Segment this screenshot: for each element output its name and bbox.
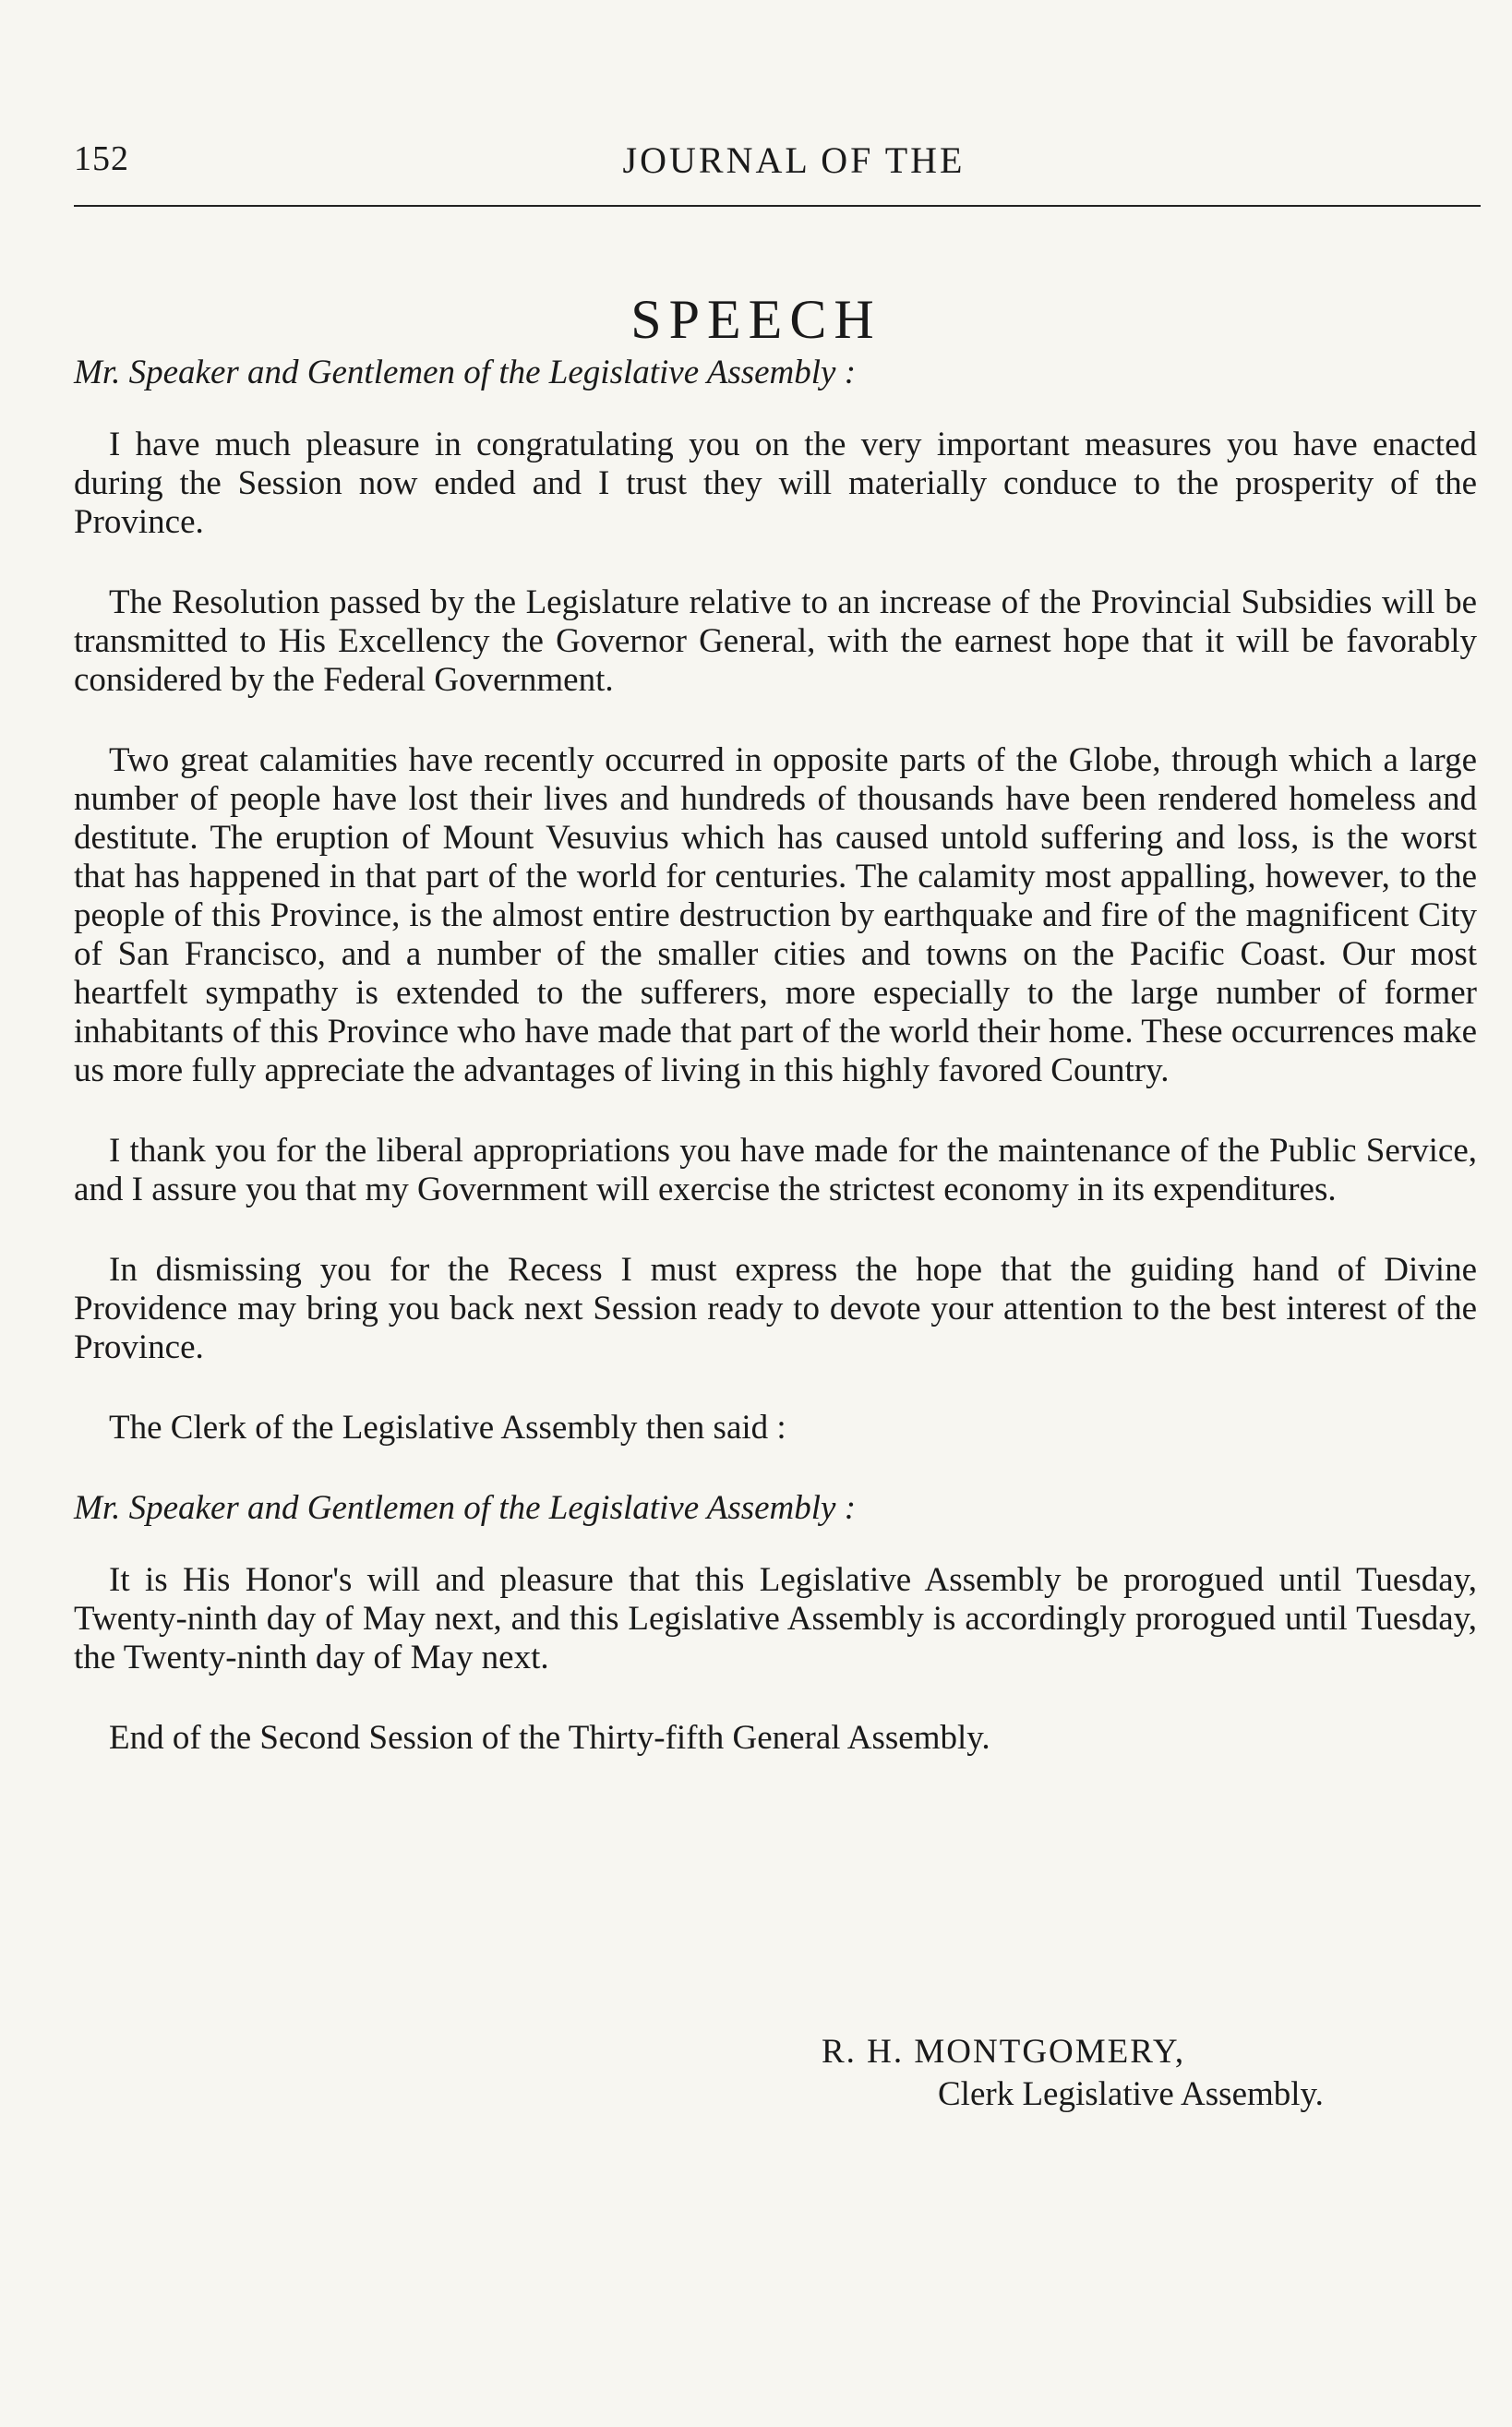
header-rule (74, 205, 1481, 207)
paragraph-dismissal: In dismissing you for the Recess I must express the hope that the guiding hand of Divine Providence may bring you back next Session ready to devote your attention to the best interest of the Province. (74, 1251, 1477, 1366)
paragraph-clerk-said: The Clerk of the Legislative Assembly then said : (109, 1409, 786, 1447)
salutation: Mr. Speaker and Gentlemen of the Legislative Assembly : (74, 354, 857, 391)
paragraph-congratulations: I have much pleasure in congratulating you on the very important measures you have enacted during the Session now ended and I trust they will materially conduce to the prosperity of the Province. (74, 426, 1477, 541)
page-number: 152 (74, 139, 129, 178)
running-head (74, 138, 1477, 194)
signatory-name: R. H. MONTGOMERY, (822, 2033, 1186, 2071)
paragraph-appropriations: I thank you for the liberal appropriations you have made for the maintenance of the Public Service, and I assure you that my Government will exercise the strictest economy in its expenditures. (74, 1132, 1477, 1208)
paragraph-calamities: Two great calamities have recently occurred in opposite parts of the Globe, through which a large number of people have lost their lives and hundreds of thousands have been rendered homeless and destitute. The eruption of Mount Vesuvius which has caused untold suffering and loss, is the worst that has happened in that part of the world for centuries. The calamity most appalling, however, to the people of this Province, is the almost entire destruction by earthquake and fire of the magnificent City of San Francisco, and a number of the smaller cities and towns on the Pacific Coast. Our most heartfelt sympathy is extended to the sufferers, more especially to the large number of former inhabitants of this Province who have made that part of the world their home. These occurrences make us more fully appreciate the advantages of living in this highly favored Country. (74, 741, 1477, 1089)
signature-block (822, 2031, 1324, 2116)
signatory-title: Clerk Legislative Assembly. (938, 2075, 1324, 2113)
body-text (74, 354, 1477, 1799)
journal-title: JOURNAL OF THE (622, 139, 966, 181)
salutation-second: Mr. Speaker and Gentlemen of the Legislative Assembly : (74, 1489, 857, 1527)
speech-heading: SPEECH (630, 289, 882, 351)
paragraph-subsidies: The Resolution passed by the Legislature relative to an increase of the Provincial Subsidies will be transmitted to His Excellency the Governor General, with the earnest hope that it will be favorably considered by the Federal Government. (74, 583, 1477, 699)
end-of-session-note: End of the Second Session of the Thirty-fifth General Assembly. (109, 1719, 990, 1757)
paragraph-prorogation: It is His Honor's will and pleasure that this Legislative Assembly be prorogued until Tuesday, Twenty-ninth day of May next, and this Legislative Assembly is accordingly prorogued until Tuesday, the Twenty-ninth day of May next. (74, 1561, 1477, 1676)
